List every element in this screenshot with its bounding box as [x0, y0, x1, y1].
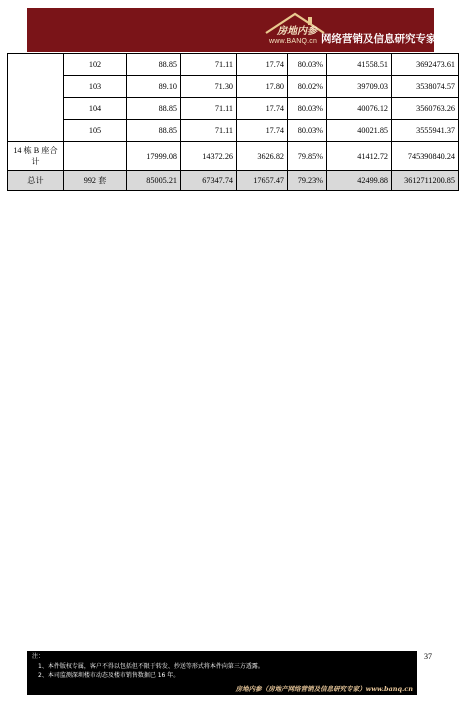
building-cell [8, 54, 64, 142]
shared-area-cell: 17.74 [237, 54, 288, 76]
rate-cell: 80.03% [288, 54, 327, 76]
rate-cell: 80.02% [288, 76, 327, 98]
price-cell: 42499.88 [327, 171, 392, 191]
area-cell: 85005.21 [127, 171, 181, 191]
price-cell: 41412.72 [327, 142, 392, 171]
unit-cell: 103 [64, 76, 127, 98]
inner-area-cell: 71.11 [181, 98, 237, 120]
subtotal-row [8, 142, 459, 171]
area-cell: 88.85 [127, 120, 181, 142]
footer-tagline: 房地内参（房地产网络营销及信息研究专家）www.banq.cn [27, 683, 417, 695]
shared-area-cell: 17.80 [237, 76, 288, 98]
rate-cell: 79.85% [288, 142, 327, 171]
rate-cell: 79.23% [288, 171, 327, 191]
inner-area-cell: 71.30 [181, 76, 237, 98]
unit-cell: 102 [64, 54, 127, 76]
area-cell: 17999.08 [127, 142, 181, 171]
shared-area-cell: 3626.82 [237, 142, 288, 171]
price-cell: 39709.03 [327, 76, 392, 98]
sales-table [7, 53, 459, 191]
unit-cell [64, 142, 127, 171]
grand-total-label: 总计 [8, 171, 64, 191]
shared-area-cell: 17657.47 [237, 171, 288, 191]
shared-area-cell: 17.74 [237, 120, 288, 142]
inner-area-cell: 71.11 [181, 120, 237, 142]
price-cell: 40021.85 [327, 120, 392, 142]
table-row [8, 76, 459, 98]
total-cell: 3538074.57 [392, 76, 459, 98]
note-1: 1、本件版权专属，客户不得以包括但不限于转发、抄送等形式将本件向第三方透露。 [38, 662, 264, 670]
total-cell: 3560763.26 [392, 98, 459, 120]
price-cell: 41558.51 [327, 54, 392, 76]
total-cell: 3692473.61 [392, 54, 459, 76]
subtotal-label: 14 栋 B 座合计 [8, 142, 64, 171]
total-cell: 3612711200.85 [392, 171, 459, 191]
inner-area-cell: 71.11 [181, 54, 237, 76]
unit-count-cell: 992 套 [64, 171, 127, 191]
total-cell: 745390840.24 [392, 142, 459, 171]
total-cell: 3555941.37 [392, 120, 459, 142]
header-banner [27, 8, 437, 52]
rate-cell: 80.03% [288, 120, 327, 142]
area-cell: 88.85 [127, 54, 181, 76]
unit-cell: 105 [64, 120, 127, 142]
table-row [8, 54, 459, 76]
slogan: 网络营销及信息研究专家 [321, 33, 437, 45]
table-row [8, 98, 459, 120]
site-url: www.BANQ.cn [269, 38, 318, 45]
area-cell: 89.10 [127, 76, 181, 98]
inner-area-cell: 14372.26 [181, 142, 237, 171]
shared-area-cell: 17.74 [237, 98, 288, 120]
table-row [8, 120, 459, 142]
note-title: 注： [32, 653, 45, 660]
rate-cell: 80.03% [288, 98, 327, 120]
unit-cell: 104 [64, 98, 127, 120]
page-number: 37 [424, 652, 432, 661]
grand-total-row [8, 171, 459, 191]
price-cell: 40076.12 [327, 98, 392, 120]
note-2: 2、本司监测深圳楼市动态及楼市销售数据已 16 年。 [38, 672, 180, 679]
logo-text: 房地内参 [277, 26, 317, 37]
inner-area-cell: 67347.74 [181, 171, 237, 191]
area-cell: 88.85 [127, 98, 181, 120]
